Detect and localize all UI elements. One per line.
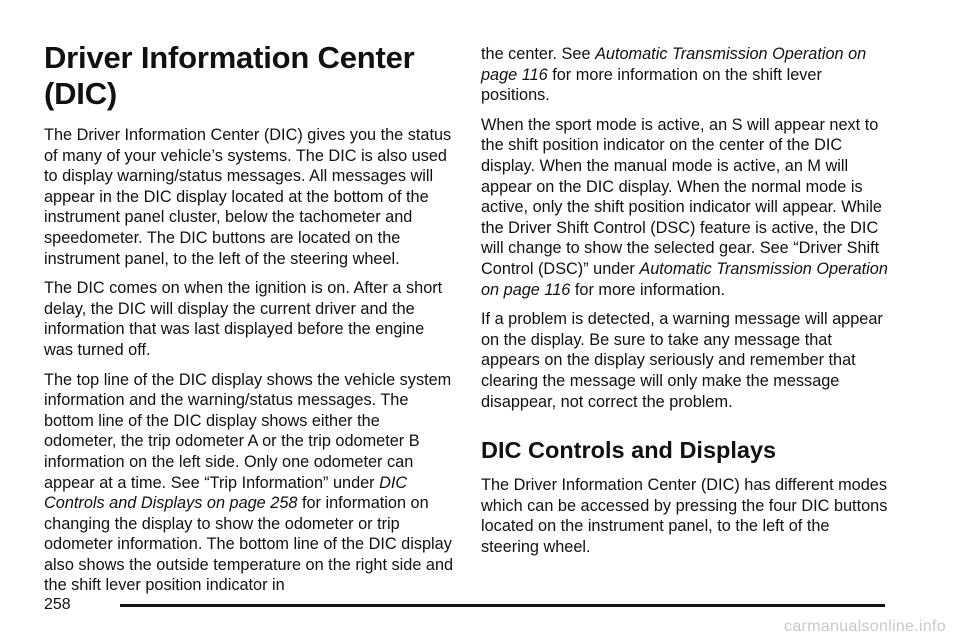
- paragraph-ignition: The DIC comes on when the ignition is on. After a short delay, the DIC will display the current driver and the information that was last displayed before the engine was turned off.: [44, 279, 443, 359]
- paragraph-text: When the sport mode is active, an S will appear next to the shift position indicator on the center of the DIC display. When the manual mode is active, an M will appear on the DIC display. When the normal mode is active, only the shift position indicator will appear. While the Driver Shift Control (DSC) feature is active, the DIC will change to show the selected gear. See “Driver Shift Control (DSC)” under: [481, 115, 882, 278]
- paragraph-warning: If a problem is detected, a warning message will appear on the display. Be sure to take any message that appears on the display seriously and remember that clearing the message will only make the message disappear, not correct the problem.: [481, 310, 883, 411]
- right-column: [481, 44, 891, 566]
- page-number: 258: [44, 596, 71, 613]
- paragraph-overview: The Driver Information Center (DIC) gives you the status of many of your vehicle’s systems. The DIC is also used to display warning/status messages. All messages will appear in the DIC display located at the bottom of the instrument panel cluster, below the tachometer and speedometer. The DIC buttons are located on the instrument panel, to the left of the steering wheel.: [44, 126, 452, 268]
- cross-reference-link[interactable]: Automatic Transmission Operation on page 116: [481, 45, 867, 84]
- cross-reference-link[interactable]: DIC Controls and Displays on page 258: [44, 473, 408, 513]
- paragraph-text: The top line of the DIC display shows the vehicle system information and the warning/status messages. The bottom line of the DIC display shows either the odometer, the trip odometer A or the trip odometer B information on the left side. Only one odometer can appear at a time. See “Trip Information” under: [44, 370, 452, 492]
- section-title: Driver Information Center (DIC): [44, 40, 415, 111]
- paragraph-text: for more information on the shift lever positions.: [481, 65, 822, 105]
- paragraph-text: for information on changing the display to show the odometer or trip odometer information. The bottom line of the DIC display also shows the outside temperature on the right side and the shift lever position indicator in: [44, 494, 454, 595]
- footer-divider: [120, 604, 885, 607]
- left-column: [44, 40, 454, 605]
- paragraph-shift-lever: [481, 44, 891, 106]
- paragraph-modes: [481, 115, 891, 300]
- watermark: carmanualsonline.info: [784, 618, 946, 635]
- paragraph-controls: The Driver Information Center (DIC) has different modes which can be accessed by pressing the four DIC buttons located on the instrument panel, to the left of the steering wheel.: [481, 476, 888, 556]
- cross-reference-link[interactable]: Automatic Transmission Operation on page 116: [481, 259, 888, 299]
- paragraph-display-lines: [44, 370, 454, 597]
- paragraph-text: for more information.: [570, 280, 726, 299]
- subsection-title: DIC Controls and Displays: [481, 437, 777, 464]
- paragraph-text: the center. See: [481, 45, 596, 63]
